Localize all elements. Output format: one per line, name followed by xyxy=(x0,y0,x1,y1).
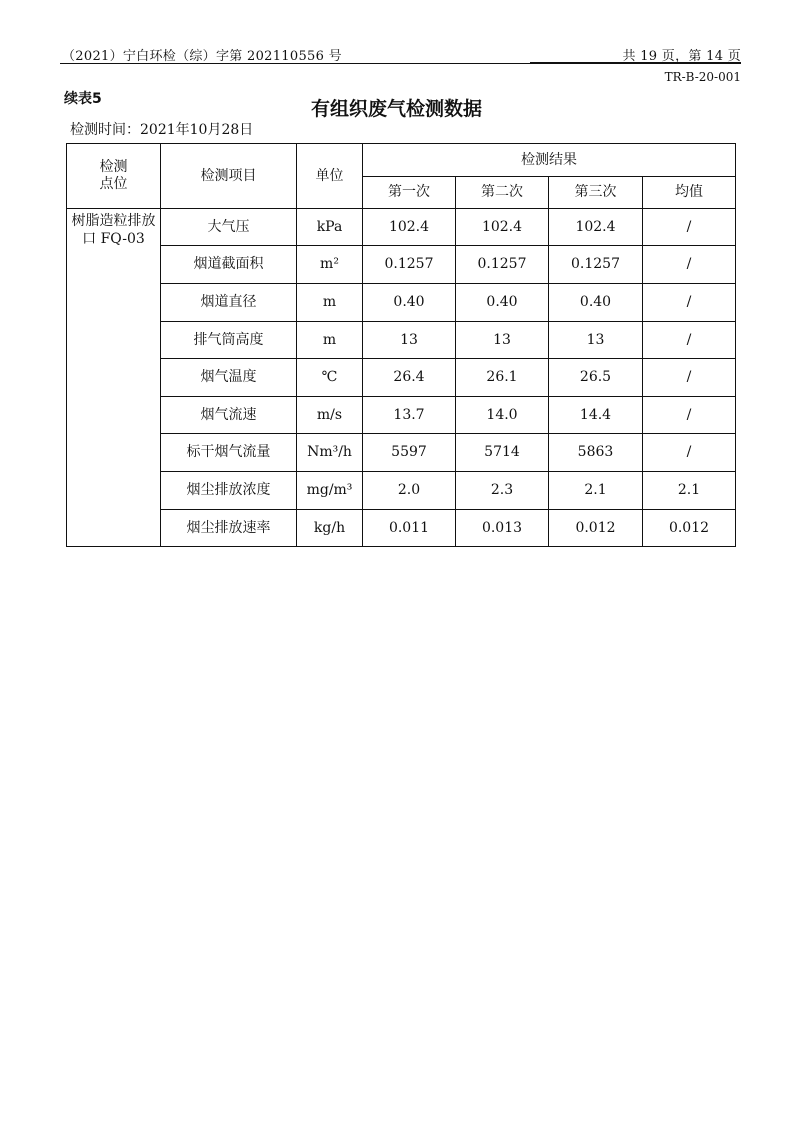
unit-cell: kg/h xyxy=(297,510,363,547)
table-row xyxy=(67,284,736,322)
first-value-cell: 0.1257 xyxy=(363,246,456,284)
second-value-cell: 2.3 xyxy=(456,472,549,510)
form-code: TR-B-20-001 xyxy=(664,70,741,84)
header-result: 检测结果 xyxy=(363,144,736,177)
third-value-cell: 5863 xyxy=(549,434,643,472)
avg-value-cell: / xyxy=(643,434,736,472)
avg-value-cell: / xyxy=(643,209,736,246)
second-value-cell: 26.1 xyxy=(456,359,549,397)
item-cell: 标干烟气流量 xyxy=(161,434,297,472)
table-row xyxy=(67,359,736,397)
second-value-cell: 0.1257 xyxy=(456,246,549,284)
third-value-cell: 26.5 xyxy=(549,359,643,397)
table-row xyxy=(67,246,736,284)
second-value-cell: 14.0 xyxy=(456,397,549,434)
unit-cell: mg/m³ xyxy=(297,472,363,510)
header-unit: 单位 xyxy=(297,144,363,209)
third-value-cell: 0.1257 xyxy=(549,246,643,284)
report-number: （2021）宁白环检（综）字第 202110556 号 xyxy=(62,49,342,64)
first-value-cell: 13.7 xyxy=(363,397,456,434)
avg-value-cell: 2.1 xyxy=(643,472,736,510)
header-point: 检测点位 xyxy=(67,144,161,209)
third-value-cell: 0.40 xyxy=(549,284,643,322)
table-row xyxy=(67,510,736,547)
second-value-cell: 0.40 xyxy=(456,284,549,322)
second-value-cell: 102.4 xyxy=(456,209,549,246)
header-rule-thick xyxy=(530,62,741,64)
header-second: 第二次 xyxy=(456,177,549,209)
first-value-cell: 0.011 xyxy=(363,510,456,547)
page-title: 有组织废气检测数据 xyxy=(310,98,482,120)
avg-value-cell: / xyxy=(643,246,736,284)
header-item: 检测项目 xyxy=(161,144,297,209)
first-value-cell: 0.40 xyxy=(363,284,456,322)
header-first: 第一次 xyxy=(363,177,456,209)
header-avg: 均值 xyxy=(643,177,736,209)
unit-cell: m² xyxy=(297,246,363,284)
avg-value-cell: / xyxy=(643,284,736,322)
second-value-cell: 0.013 xyxy=(456,510,549,547)
avg-value-cell: / xyxy=(643,322,736,359)
test-date: 检测时间：2021年10月28日 xyxy=(70,122,254,138)
item-cell: 烟尘排放速率 xyxy=(161,510,297,547)
first-value-cell: 26.4 xyxy=(363,359,456,397)
second-value-cell: 5714 xyxy=(456,434,549,472)
item-cell: 烟尘排放浓度 xyxy=(161,472,297,510)
item-cell: 大气压 xyxy=(161,209,297,246)
unit-cell: m xyxy=(297,284,363,322)
unit-cell: m/s xyxy=(297,397,363,434)
header-third: 第三次 xyxy=(549,177,643,209)
third-value-cell: 14.4 xyxy=(549,397,643,434)
emission-data-table xyxy=(66,143,736,547)
second-value-cell: 13 xyxy=(456,322,549,359)
avg-value-cell: / xyxy=(643,359,736,397)
table-continuation-label: 续表5 xyxy=(64,91,102,107)
third-value-cell: 102.4 xyxy=(549,209,643,246)
unit-cell: kPa xyxy=(297,209,363,246)
item-cell: 烟气流速 xyxy=(161,397,297,434)
table-row xyxy=(67,322,736,359)
third-value-cell: 0.012 xyxy=(549,510,643,547)
third-value-cell: 2.1 xyxy=(549,472,643,510)
item-cell: 烟道截面积 xyxy=(161,246,297,284)
unit-cell: m xyxy=(297,322,363,359)
unit-cell: Nm³/h xyxy=(297,434,363,472)
item-cell: 烟气温度 xyxy=(161,359,297,397)
avg-value-cell: 0.012 xyxy=(643,510,736,547)
first-value-cell: 5597 xyxy=(363,434,456,472)
unit-cell: ℃ xyxy=(297,359,363,397)
location-cell: 树脂造粒排放口 FQ-03 xyxy=(67,209,161,547)
avg-value-cell: / xyxy=(643,397,736,434)
page-indicator: 共 19 页，第 14 页 xyxy=(622,49,741,64)
item-cell: 烟道直径 xyxy=(161,284,297,322)
first-value-cell: 13 xyxy=(363,322,456,359)
first-value-cell: 2.0 xyxy=(363,472,456,510)
first-value-cell: 102.4 xyxy=(363,209,456,246)
table-row xyxy=(67,434,736,472)
table-row xyxy=(67,209,736,246)
item-cell: 排气筒高度 xyxy=(161,322,297,359)
third-value-cell: 13 xyxy=(549,322,643,359)
table-row xyxy=(67,472,736,510)
table-row xyxy=(67,397,736,434)
